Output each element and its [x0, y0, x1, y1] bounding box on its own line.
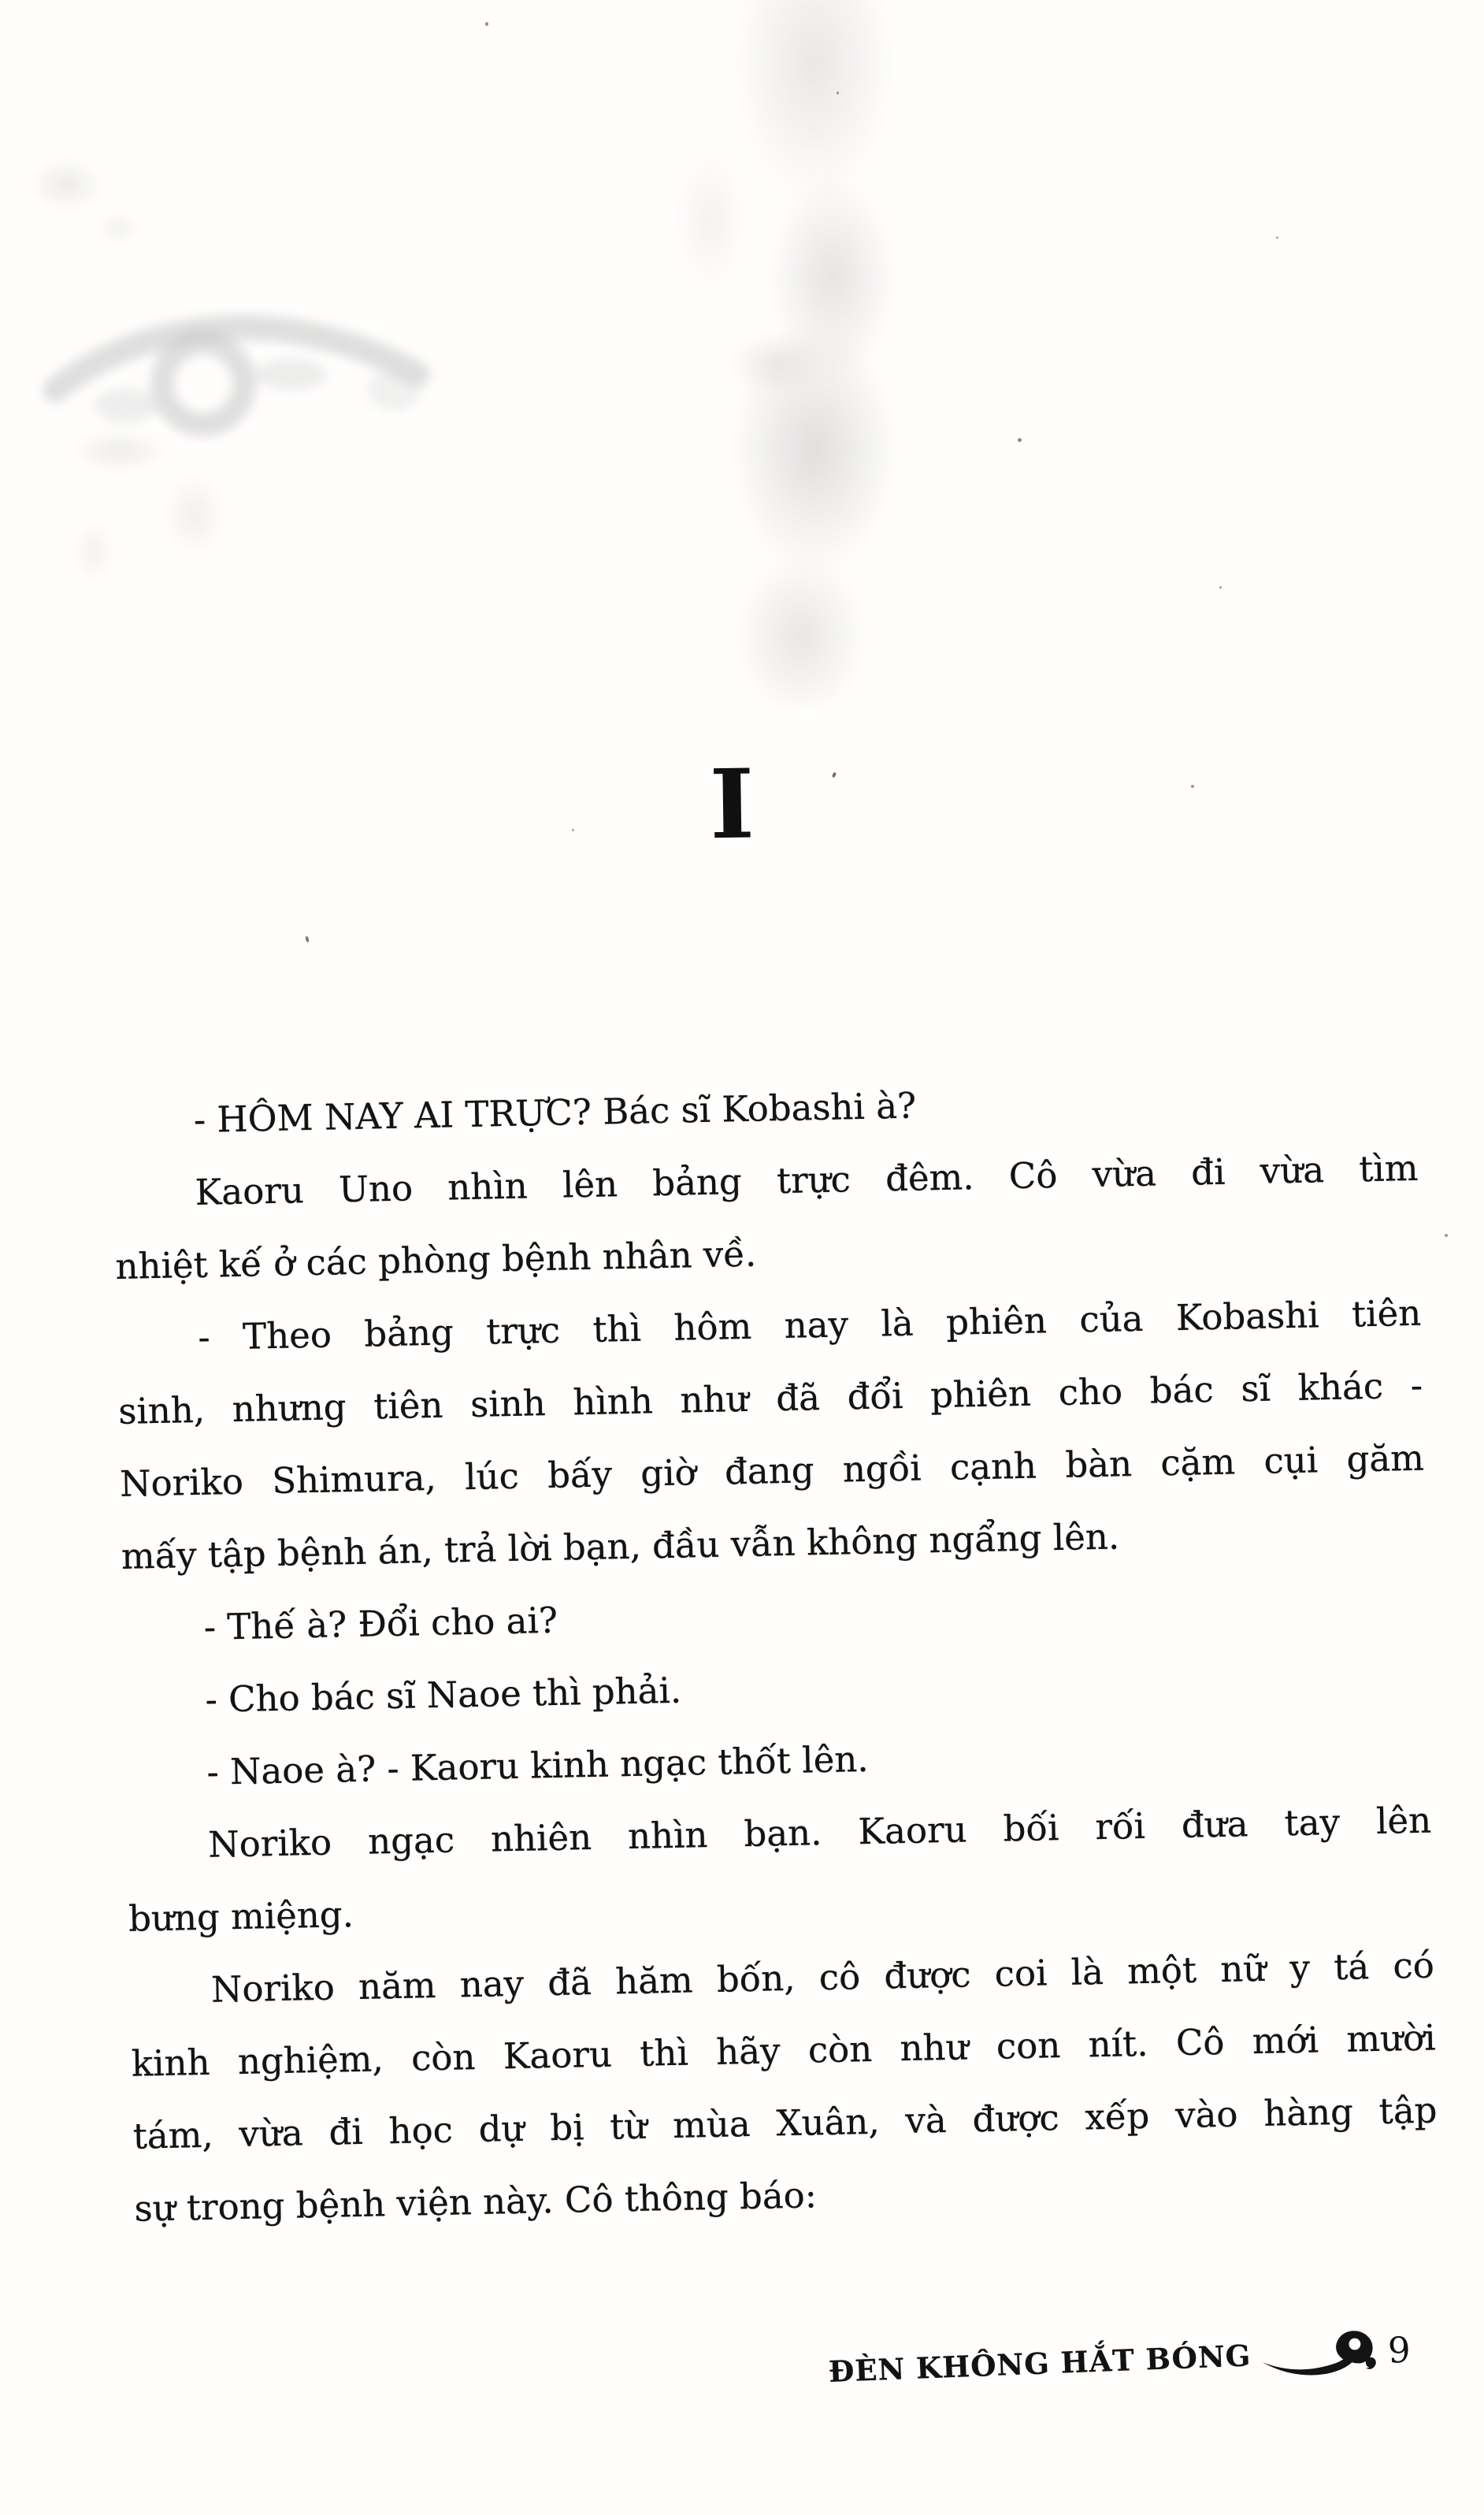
- chapter-heading: I: [709, 747, 755, 861]
- scan-speck: [1445, 1234, 1448, 1237]
- body-line: sự trong bệnh viện này. Cô thông báo:: [134, 2174, 818, 2230]
- running-title: ĐÈN KHÔNG HẮT BÓNG: [828, 2338, 1252, 2389]
- body-line: kinh nghiệm, còn Kaoru thì hãy còn như con nít. Cô mới mười: [131, 2016, 1437, 2085]
- body-line: Noriko năm nay đã hăm bốn, cô được coi là một nữ y tá có: [210, 1944, 1435, 2011]
- body-line: - Cho bác sĩ Naoe thì phải.: [205, 1669, 682, 1721]
- body-line: Noriko ngạc nhiên nhìn bạn. Kaoru bối rối đưa tay lên: [207, 1799, 1432, 1866]
- scan-speck: [572, 829, 574, 831]
- body-line: Kaoru Uno nhìn lên bảng trực đêm. Cô vừa đi vừa tìm: [195, 1146, 1419, 1213]
- body-line: mấy tập bệnh án, trả lời bạn, đầu vẫn không ngẩng lên.: [121, 1515, 1120, 1577]
- scan-speck: [832, 771, 837, 778]
- bleedthrough-smudge-arc: [32, 256, 441, 469]
- body-text: [112, 1060, 1439, 2246]
- body-line: Noriko Shimura, lúc bấy giờ đang ngồi cạnh bàn cặm cụi găm: [119, 1436, 1425, 1505]
- scan-speck: [1219, 586, 1222, 589]
- bleedthrough-smudge-lowerleft: [43, 406, 295, 587]
- body-line: bưng miệng.: [128, 1893, 354, 1940]
- body-line: - HÔM NAY AI TRỰC? Bác sĩ Kobashi à?: [193, 1084, 917, 1141]
- scan-speck: [1018, 438, 1022, 442]
- bleedthrough-smudge-column: [671, 0, 931, 708]
- scan-speck: [485, 22, 488, 26]
- scan-speck: [1191, 785, 1194, 788]
- page-number: 9: [1387, 2328, 1412, 2372]
- body-line: sinh, nhưng tiên sinh hình như đã đổi phiên cho bác sĩ khác -: [117, 1364, 1423, 1432]
- bleedthrough-smudge-topleft: [6, 134, 156, 260]
- scan-speck: [837, 91, 839, 95]
- body-line: - Theo bảng trực thì hôm nay là phiên của Kobashi tiên: [197, 1291, 1422, 1358]
- scan-speck: [305, 936, 310, 943]
- body-line: nhiệt kế ở các phòng bệnh nhân về.: [115, 1232, 757, 1287]
- wave-ornament-icon: [1258, 2326, 1384, 2379]
- page-footer: [828, 2323, 1412, 2399]
- body-line: tám, vừa đi học dự bị từ mùa Xuân, và được xếp vào hàng tập: [132, 2089, 1438, 2157]
- body-line: - Thế à? Đổi cho ai?: [203, 1599, 558, 1648]
- body-line: - Naoe à? - Kaoru kinh ngạc thốt lên.: [206, 1737, 870, 1793]
- scan-speck: [1276, 236, 1278, 239]
